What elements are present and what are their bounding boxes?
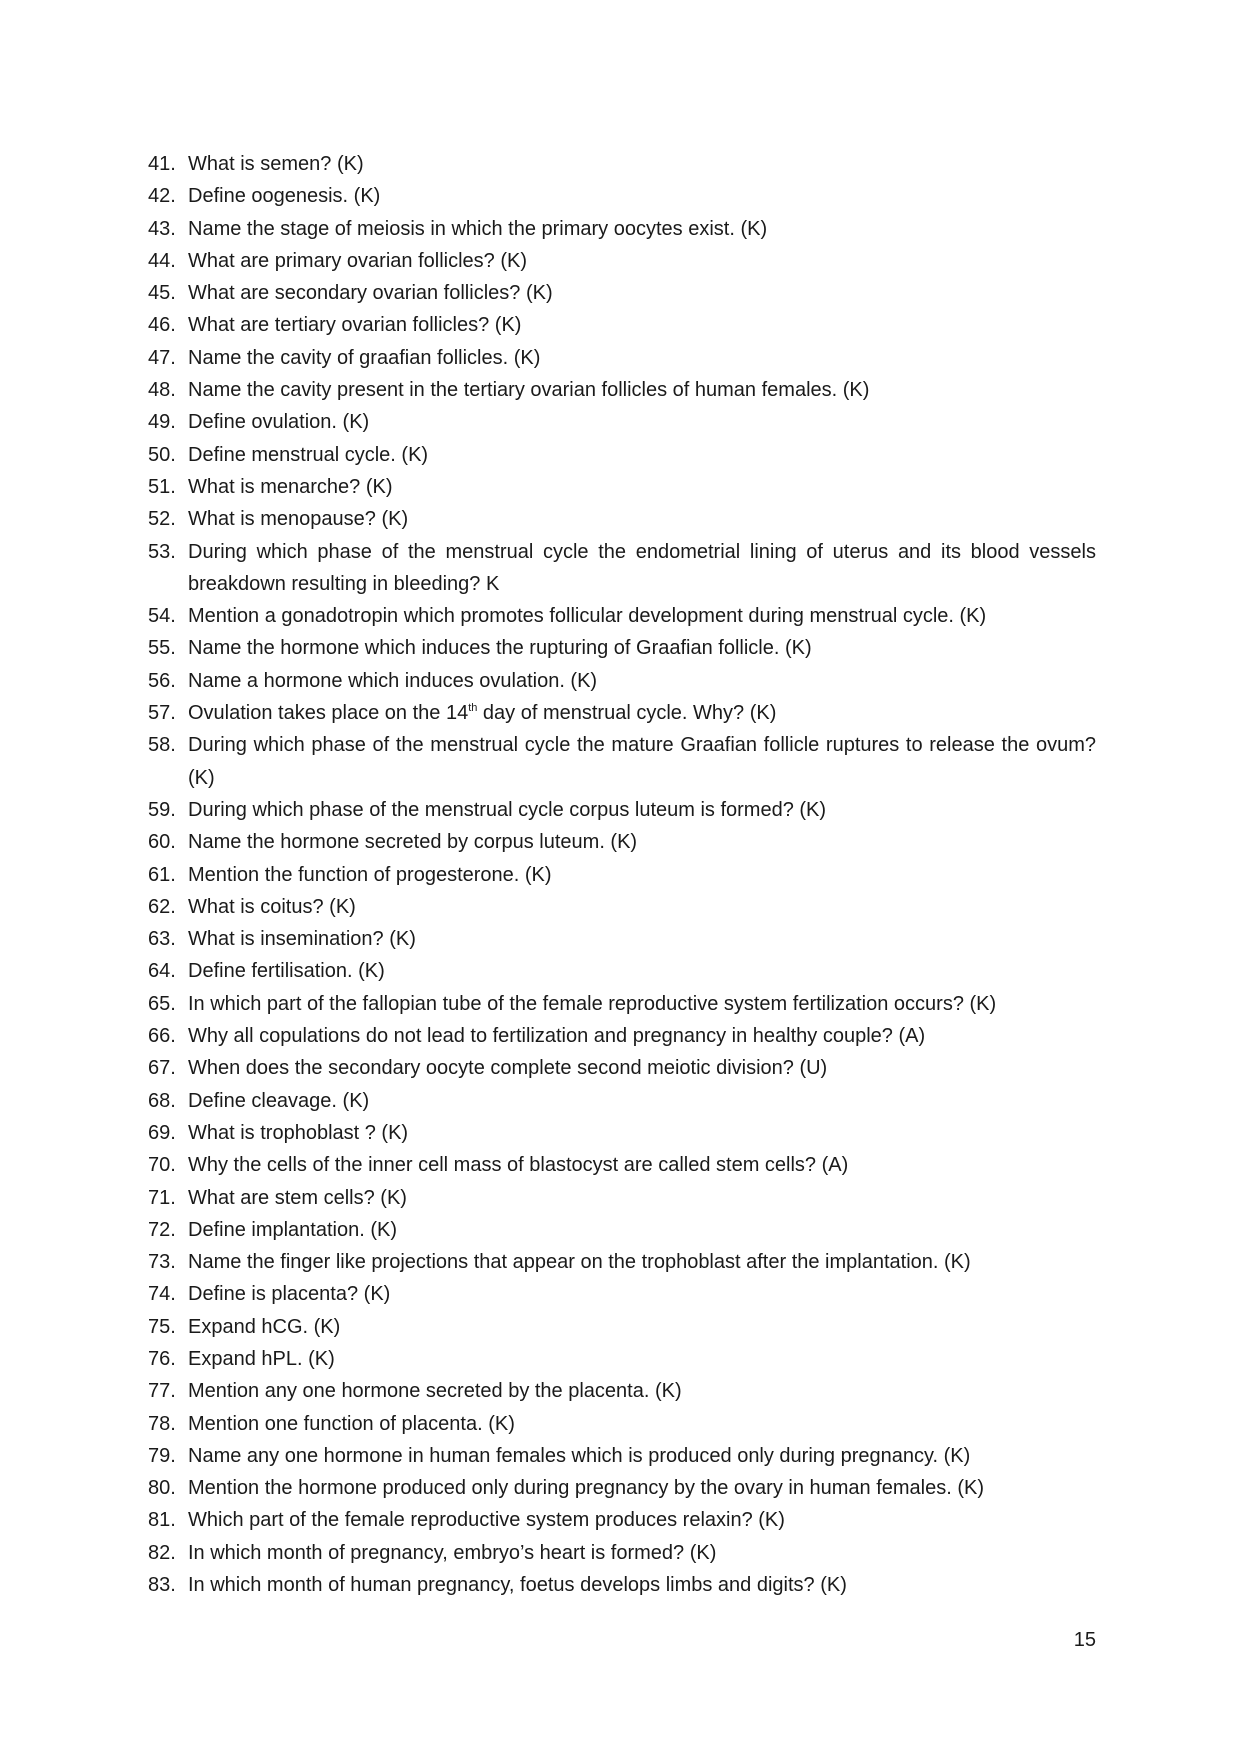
question-text — [188, 1413, 515, 1435]
question-text — [188, 1509, 785, 1531]
question-text-continued: day of menstrual cycle. Why? (K) — [477, 702, 777, 725]
question-number: 64 . — [148, 955, 182, 987]
question-text — [188, 1154, 848, 1176]
question-text-main: Define ovulation. (K) — [188, 411, 370, 434]
question-text-main: Expand hPL. (K) — [188, 1347, 335, 1370]
question-text-main: Name the stage of meiosis in which the primary oocytes exist. (K) — [188, 217, 768, 240]
question-number: 73 . — [148, 1246, 182, 1278]
question-item — [148, 1214, 1096, 1246]
question-item — [148, 923, 1096, 955]
question-text — [188, 1057, 827, 1079]
question-number: 47 . — [148, 342, 182, 374]
question-number: 60 . — [148, 826, 182, 858]
question-text — [188, 734, 1096, 788]
question-text — [188, 702, 776, 724]
question-item — [148, 374, 1096, 406]
question-number: 55 . — [148, 632, 182, 664]
question-text-main: What are primary ovarian follicles? (K) — [188, 249, 527, 272]
question-number: 69 . — [148, 1117, 182, 1149]
question-item — [148, 245, 1096, 277]
question-text-main: What are tertiary ovarian follicles? (K) — [188, 314, 522, 337]
question-text-main: Mention a gonadotropin which promotes follicular development during menstrual cycle. (K) — [188, 605, 987, 628]
question-text — [188, 1187, 407, 1209]
question-list — [148, 148, 1096, 1601]
question-text-main: In which month of human pregnancy, foetus develops limbs and digits? (K) — [188, 1574, 847, 1597]
question-text-main: Ovulation takes place on the 14 — [188, 702, 469, 725]
question-number: 80 . — [148, 1472, 182, 1504]
question-text — [188, 444, 428, 466]
question-item — [148, 503, 1096, 535]
question-text — [188, 605, 986, 627]
question-text-main: During which phase of the menstrual cycle the endometrial lining of uterus and its blood vessels breakdown resulting in bleeding? K — [188, 540, 1096, 595]
question-text-main: During which phase of the menstrual cycle corpus luteum is formed? (K) — [188, 798, 827, 821]
question-text-main: Name the finger like projections that appear on the trophoblast after the implantation. (K) — [188, 1251, 971, 1274]
question-text-main: What are secondary ovarian follicles? (K) — [188, 282, 553, 305]
question-text — [188, 541, 1096, 595]
question-text-main: In which month of pregnancy, embryo’s heart is formed? (K) — [188, 1541, 717, 1564]
question-text — [188, 1251, 971, 1273]
question-number: 65 . — [148, 988, 182, 1020]
question-text-main: What are stem cells? (K) — [188, 1186, 407, 1209]
question-text — [188, 1477, 984, 1499]
question-number: 49 . — [148, 406, 182, 438]
question-number: 45 . — [148, 277, 182, 309]
question-text-main: Mention the hormone produced only during pregnancy by the ovary in human females. (K) — [188, 1477, 985, 1500]
question-item — [148, 471, 1096, 503]
question-number: 51 . — [148, 471, 182, 503]
question-item — [148, 1440, 1096, 1472]
question-item — [148, 1375, 1096, 1407]
question-text — [188, 637, 812, 659]
question-text-main: Name any one hormone in human females which is produced only during pregnancy. (K) — [188, 1444, 971, 1467]
question-text-main: Why all copulations do not lead to fertilization and pregnancy in healthy couple? (A) — [188, 1025, 926, 1048]
question-text-main: Name the hormone which induces the rupturing of Graafian follicle. (K) — [188, 637, 812, 660]
question-number: 57 . — [148, 697, 182, 729]
question-text-main: Define fertilisation. (K) — [188, 960, 385, 983]
question-item — [148, 1149, 1096, 1181]
question-text-main: Mention the function of progesterone. (K) — [188, 863, 552, 886]
question-item — [148, 1504, 1096, 1536]
question-text — [188, 1283, 390, 1305]
question-number: 48 . — [148, 374, 182, 406]
question-text — [188, 928, 416, 950]
question-text-main: Define is placenta? (K) — [188, 1283, 391, 1306]
question-text-main: What is menarche? (K) — [188, 475, 393, 498]
question-text-main: What is semen? (K) — [188, 153, 364, 175]
question-text-main: What is insemination? (K) — [188, 928, 416, 951]
question-number: 83 . — [148, 1569, 182, 1601]
question-text — [188, 896, 356, 918]
question-item — [148, 1020, 1096, 1052]
question-number: 59 . — [148, 794, 182, 826]
question-number: 42 . — [148, 180, 182, 212]
question-text-main: When does the secondary oocyte complete second meiotic division? (U) — [188, 1057, 828, 1080]
question-text — [188, 993, 996, 1015]
question-item — [148, 180, 1096, 212]
question-item — [148, 536, 1096, 601]
question-number: 54 . — [148, 600, 182, 632]
question-number: 58 . — [148, 729, 182, 761]
question-text — [188, 1219, 397, 1241]
question-text — [188, 1380, 682, 1402]
question-item — [148, 1569, 1096, 1601]
question-number: 44 . — [148, 245, 182, 277]
question-number: 72 . — [148, 1214, 182, 1246]
question-number: 56 . — [148, 665, 182, 697]
question-item — [148, 729, 1096, 794]
question-item — [148, 1182, 1096, 1214]
question-text-main: Name the hormone secreted by corpus luteum. (K) — [188, 831, 638, 854]
question-number: 67 . — [148, 1052, 182, 1084]
question-text-main: Why the cells of the inner cell mass of blastocyst are called stem cells? (A) — [188, 1154, 849, 1177]
question-text — [188, 831, 637, 853]
question-text — [188, 1348, 335, 1370]
question-item — [148, 859, 1096, 891]
question-text-main: Define implantation. (K) — [188, 1218, 397, 1241]
question-number: 62 . — [148, 891, 182, 923]
question-item — [148, 988, 1096, 1020]
question-item — [148, 309, 1096, 341]
question-text-main: Define oogenesis. (K) — [188, 185, 381, 208]
question-item — [148, 1278, 1096, 1310]
question-item — [148, 826, 1096, 858]
question-number: 53 . — [148, 536, 182, 568]
question-number: 66 . — [148, 1020, 182, 1052]
question-text — [188, 1445, 970, 1467]
question-text — [188, 314, 521, 336]
question-text — [188, 379, 869, 401]
question-text — [188, 670, 597, 692]
question-text-main: Mention one function of placenta. (K) — [188, 1412, 515, 1435]
question-text-main: In which part of the fallopian tube of the female reproductive system fertilization occurs? (K) — [188, 992, 997, 1015]
question-number: 43 . — [148, 213, 182, 245]
question-number: 70 . — [148, 1149, 182, 1181]
question-number: 41 . — [148, 148, 182, 180]
question-text-main: During which phase of the menstrual cycle the mature Graafian follicle ruptures to release the ovum? (K) — [188, 734, 1096, 789]
question-text — [188, 476, 393, 498]
question-text — [188, 1090, 369, 1112]
question-item — [148, 697, 1096, 729]
question-number: 71 . — [148, 1182, 182, 1214]
question-text — [188, 799, 826, 821]
question-text — [188, 1316, 340, 1338]
question-number: 78 . — [148, 1408, 182, 1440]
question-item — [148, 600, 1096, 632]
question-item — [148, 1085, 1096, 1117]
question-item — [148, 1311, 1096, 1343]
question-text — [188, 411, 369, 433]
question-text-main: What is trophoblast ? (K) — [188, 1121, 409, 1144]
question-item — [148, 665, 1096, 697]
question-text — [188, 250, 527, 272]
question-item — [148, 342, 1096, 374]
question-item — [148, 439, 1096, 471]
question-number: 81 . — [148, 1504, 182, 1536]
question-text — [188, 1025, 925, 1047]
question-item — [148, 406, 1096, 438]
question-text — [188, 960, 385, 982]
question-item — [148, 1117, 1096, 1149]
question-number: 50 . — [148, 439, 182, 471]
question-text-main: Name the cavity of graafian follicles. (K) — [188, 346, 541, 369]
question-text — [188, 347, 540, 369]
question-item — [148, 891, 1096, 923]
question-item — [148, 1052, 1096, 1084]
question-item — [148, 1408, 1096, 1440]
question-item — [148, 213, 1096, 245]
question-text — [188, 508, 408, 530]
question-text — [188, 218, 767, 240]
question-text — [188, 864, 552, 886]
question-number: 74 . — [148, 1278, 182, 1310]
question-text-main: What is coitus? (K) — [188, 895, 356, 918]
question-text — [188, 185, 380, 207]
question-text-main: Define menstrual cycle. (K) — [188, 443, 429, 466]
question-text-main: What is menopause? (K) — [188, 508, 409, 531]
ordinal-superscript: th — [468, 702, 478, 715]
question-text — [188, 1574, 847, 1596]
question-item — [148, 277, 1096, 309]
question-text-main: Mention any one hormone secreted by the placenta. (K) — [188, 1380, 682, 1403]
question-item — [148, 1343, 1096, 1375]
question-number: 46 . — [148, 309, 182, 341]
question-item — [148, 794, 1096, 826]
question-number: 77 . — [148, 1375, 182, 1407]
question-text-main: Name a hormone which induces ovulation. (K) — [188, 669, 598, 692]
question-text-main: Which part of the female reproductive system produces relaxin? (K) — [188, 1509, 785, 1532]
question-item — [148, 148, 1096, 180]
question-number: 63 . — [148, 923, 182, 955]
question-number: 79 . — [148, 1440, 182, 1472]
question-number: 68 . — [148, 1085, 182, 1117]
question-item — [148, 1537, 1096, 1569]
question-item — [148, 632, 1096, 664]
question-number: 61 . — [148, 859, 182, 891]
question-text-main: Define cleavage. (K) — [188, 1089, 370, 1112]
question-number: 52 . — [148, 503, 182, 535]
question-text — [188, 1122, 408, 1144]
question-number: 75 . — [148, 1311, 182, 1343]
question-text-main: Expand hCG. (K) — [188, 1315, 341, 1338]
page-number: 15 — [1073, 1629, 1096, 1651]
question-item — [148, 1246, 1096, 1278]
question-text — [188, 282, 553, 304]
question-item — [148, 955, 1096, 987]
question-item — [148, 1472, 1096, 1504]
question-text — [188, 153, 364, 175]
question-number: 76 . — [148, 1343, 182, 1375]
question-number: 82 . — [148, 1537, 182, 1569]
question-text — [188, 1542, 716, 1564]
question-text-main: Name the cavity present in the tertiary ovarian follicles of human females. (K) — [188, 379, 870, 402]
